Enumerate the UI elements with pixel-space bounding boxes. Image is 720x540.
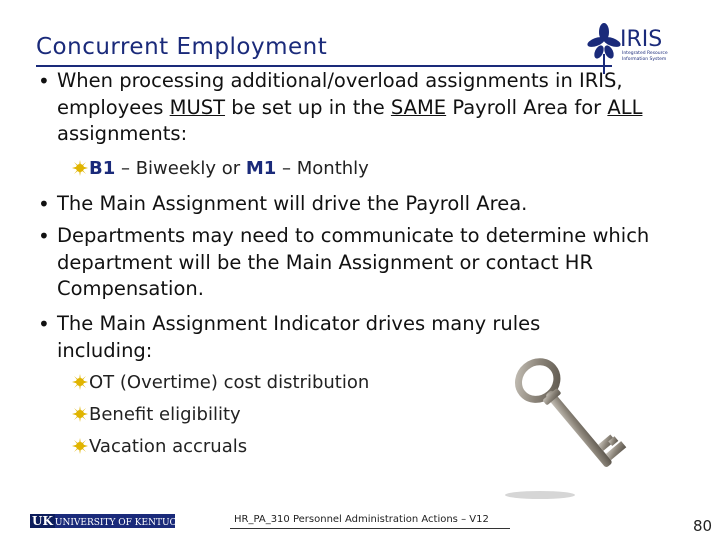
bullet-1-part-1: When processing additional/overload assignments in IRIS, employees [57,69,623,119]
sub-bullet-ot [72,372,369,394]
footer-course-title: HR_PA_310 Personnel Administration Actions – V12 [234,514,489,525]
title-rule [36,65,612,67]
bullet-dot: • [38,224,50,248]
bullet-text-3: Departments may need to communicate to determine which department will be the Main Assignment or contact HR Compensation. [57,224,650,300]
slide-title: Concurrent Employment [36,34,328,60]
key-icon [500,345,650,505]
payroll-code-m1: M1 [245,158,277,179]
uk-logo-mark: UK [32,514,53,528]
star-icon [72,438,88,454]
university-logo [30,514,189,528]
bullet-1-part-4: assignments: [57,122,188,145]
star-icon [72,406,88,422]
bullet-dot: • [38,312,50,336]
payroll-text-1: – Biweekly or [115,158,246,179]
payroll-code-b1: B1 [89,158,116,179]
logo-text: IRIS [620,27,663,52]
footer-rule [230,528,510,529]
sub-bullet-text: Benefit eligibility [89,404,241,425]
bullet-1-emph-must: MUST [169,95,226,119]
flower-icon [586,23,622,74]
bullet-text-1 [57,68,687,148]
bullet-1-emph-all: ALL [607,95,643,119]
sub-bullet-text: OT (Overtime) cost distribution [89,372,370,393]
bullet-1-part-3: Payroll Area for [446,95,608,119]
bullet-1-part-2: be set up in the [225,95,391,119]
bullet-text-4: The Main Assignment Indicator drives many rules including: [57,312,541,362]
university-name: UNIVERSITY OF KENTUCKY [54,518,189,528]
payroll-text-2: – Monthly [276,158,369,179]
bullet-dot: • [38,69,50,93]
sub-bullet-payroll [72,158,369,180]
bullet-text-2: The Main Assignment will drive the Payroll Area. [57,192,528,215]
bullet-dot: • [38,192,50,216]
logo-subtext: Integrated Resource [622,51,668,56]
sub-bullet-benefit [72,404,241,426]
page-number: 80 [693,517,713,535]
star-icon [72,374,88,390]
sub-bullet-vacation [72,436,247,458]
star-icon [72,160,88,176]
bullet-1-emph-same: SAME [390,95,447,119]
logo-subtext-2: Information System [622,57,667,62]
sub-bullet-text: Vacation accruals [89,436,248,457]
